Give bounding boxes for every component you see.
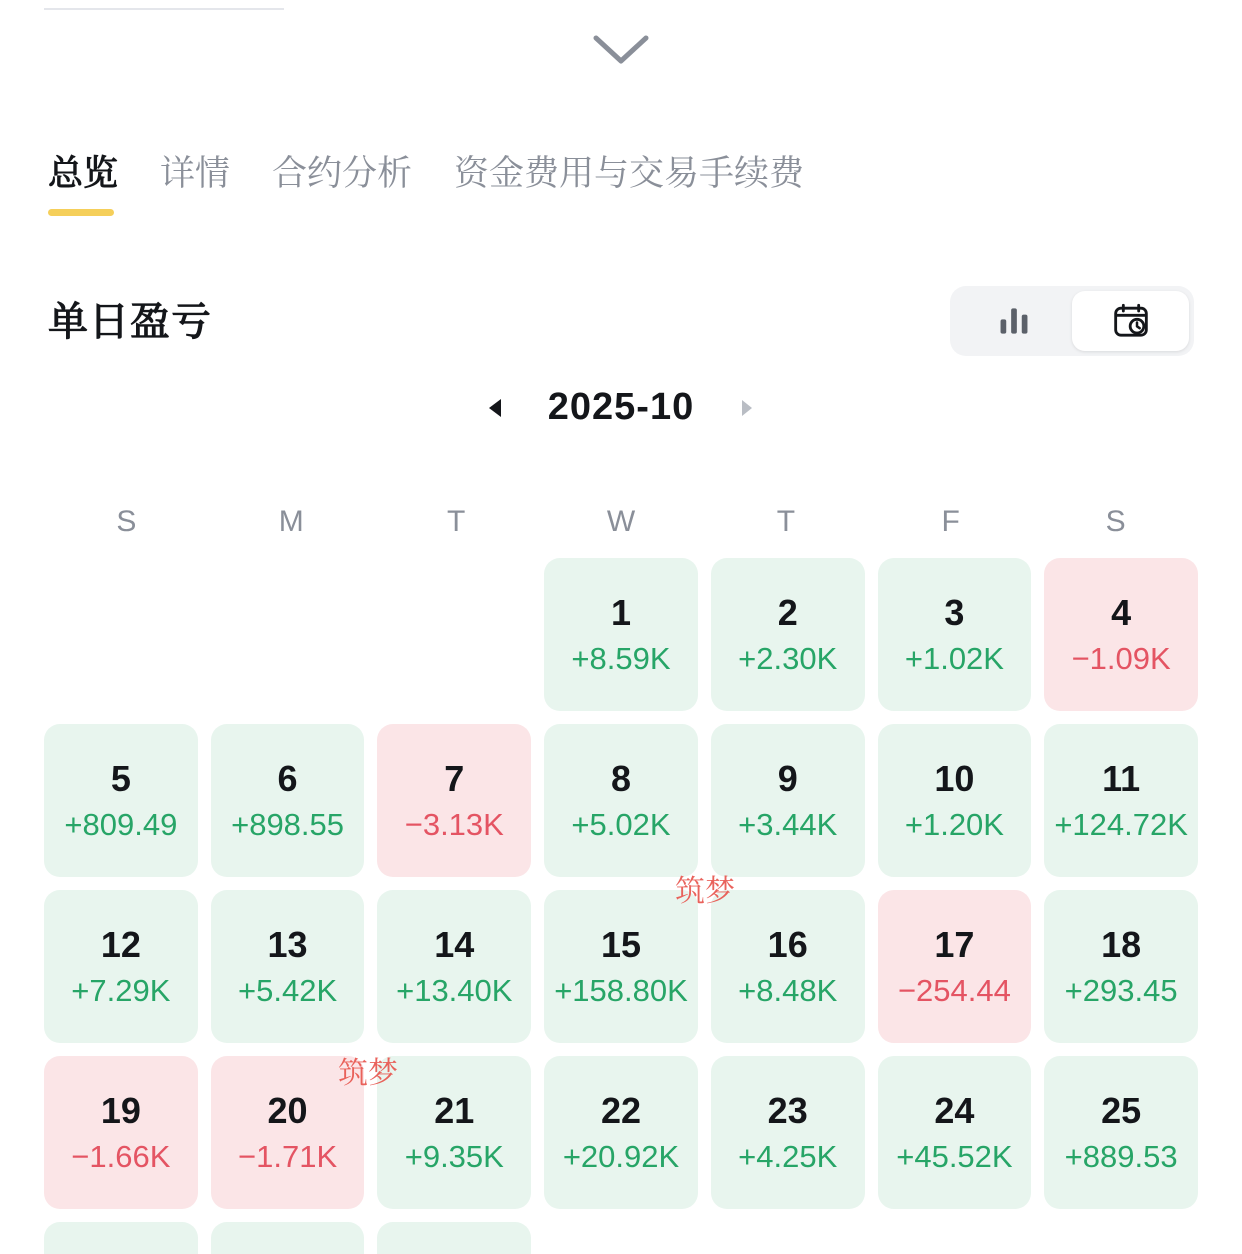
calendar-day-cell <box>211 558 365 711</box>
day-pnl: +889.53 <box>1064 1139 1178 1174</box>
day-pnl: −254.44 <box>897 973 1011 1008</box>
day-number: 2 <box>777 592 798 633</box>
tab-details[interactable] <box>160 152 252 196</box>
day-number: 24 <box>934 1090 975 1131</box>
calendar-day-cell[interactable] <box>1044 724 1198 877</box>
bar-chart-icon <box>995 302 1033 340</box>
day-number: 17 <box>934 924 975 965</box>
calendar-day-cell[interactable] <box>711 724 865 877</box>
calendar-day-cell[interactable] <box>1044 1056 1198 1209</box>
day-number: 20 <box>267 1090 308 1131</box>
weekday-mon: M <box>278 505 304 538</box>
day-number: 11 <box>1102 758 1141 799</box>
top-divider <box>44 8 284 10</box>
day-pnl: +4.25K <box>738 1139 838 1174</box>
day-number: 21 <box>434 1090 475 1131</box>
tab-active-underline <box>48 209 114 216</box>
calendar-day-cell[interactable] <box>544 1056 698 1209</box>
calendar-day-cell[interactable] <box>211 1222 365 1254</box>
section-header <box>48 286 1194 358</box>
day-number: 3 <box>944 592 965 633</box>
day-number: 5 <box>110 758 131 799</box>
calendar-week-row <box>44 890 1198 1043</box>
calendar-day-cell[interactable] <box>544 558 698 711</box>
day-pnl: +809.49 <box>64 807 178 842</box>
collapse-chevron-button[interactable] <box>0 22 1242 78</box>
calendar-day-cell[interactable] <box>377 890 531 1043</box>
calendar-day-cell[interactable] <box>711 1056 865 1209</box>
weekday-fri: F <box>941 505 960 538</box>
watermark-text: 筑梦 <box>338 1057 398 1090</box>
day-pnl: −1.09K <box>1071 641 1171 676</box>
calendar-day-cell <box>711 1222 865 1254</box>
tab-bar[interactable] <box>48 152 826 196</box>
day-pnl: +7.29K <box>71 973 171 1008</box>
calendar-day-cell[interactable] <box>878 558 1032 711</box>
calendar-week-row <box>44 1056 1198 1209</box>
weekday-sat: S <box>1105 505 1126 538</box>
calendar-week-row <box>44 1222 1198 1254</box>
day-number: 6 <box>277 758 298 799</box>
calendar-day-cell[interactable] <box>377 724 531 877</box>
day-number: 9 <box>777 758 798 799</box>
view-mode-chart-button[interactable] <box>955 291 1072 351</box>
calendar-week-row <box>44 724 1198 877</box>
day-number: 1 <box>610 592 631 633</box>
calendar-clock-icon <box>1111 301 1151 341</box>
day-number: 15 <box>600 924 642 965</box>
day-pnl: −1.66K <box>71 1139 171 1174</box>
day-pnl: +20.92K <box>562 1139 680 1174</box>
day-number: 13 <box>267 924 308 965</box>
view-mode-toggle[interactable] <box>950 286 1194 356</box>
next-month-button[interactable] <box>734 393 760 423</box>
current-month-label: 2025-10 <box>547 386 695 428</box>
day-number: 7 <box>444 758 465 799</box>
watermark-text: 筑梦 <box>675 875 735 908</box>
triangle-left-icon <box>485 396 505 420</box>
calendar-day-cell[interactable] <box>377 1222 531 1254</box>
calendar-day-cell[interactable] <box>44 1222 198 1254</box>
calendar-day-cell[interactable] <box>211 1056 365 1209</box>
day-pnl: +1.02K <box>904 641 1004 676</box>
page-title: 单日盈亏 <box>48 300 212 344</box>
calendar-day-cell <box>377 558 531 711</box>
day-number: 23 <box>767 1090 808 1131</box>
tab-overview[interactable] <box>48 152 140 196</box>
calendar-day-cell[interactable] <box>44 724 198 877</box>
calendar-day-cell[interactable] <box>44 890 198 1043</box>
calendar-day-cell <box>1044 1222 1198 1254</box>
calendar-day-cell[interactable] <box>377 1056 531 1209</box>
calendar-day-cell[interactable] <box>44 1056 198 1209</box>
tab-details-label: 详情 <box>160 154 231 193</box>
day-number: 12 <box>100 924 141 965</box>
day-number: 19 <box>100 1090 141 1131</box>
tab-overview-label: 总览 <box>48 154 119 193</box>
calendar-grid <box>44 500 1198 1254</box>
day-number: 16 <box>767 924 808 965</box>
day-number: 22 <box>600 1090 642 1131</box>
day-pnl: +45.52K <box>896 1139 1013 1174</box>
day-pnl: −1.71K <box>238 1139 338 1174</box>
calendar-day-cell <box>544 1222 698 1254</box>
day-pnl: +13.40K <box>396 973 513 1008</box>
day-pnl: +8.59K <box>571 641 671 676</box>
calendar-day-cell[interactable] <box>544 724 698 877</box>
day-number: 14 <box>434 924 475 965</box>
day-pnl: +293.45 <box>1064 973 1178 1008</box>
tab-contract-analysis-label: 合约分析 <box>272 154 413 193</box>
view-mode-calendar-button[interactable] <box>1072 291 1189 351</box>
day-pnl: −3.13K <box>404 807 504 842</box>
tab-funding-and-fees-label: 资金费用与交易手续费 <box>454 154 805 193</box>
day-number: 4 <box>1111 592 1132 633</box>
day-pnl: +5.42K <box>238 973 338 1008</box>
calendar-day-cell[interactable] <box>1044 890 1198 1043</box>
calendar-day-cell[interactable] <box>211 724 365 877</box>
weekday-wed: W <box>606 505 636 538</box>
prev-month-button[interactable] <box>482 393 508 423</box>
day-number: 10 <box>934 758 975 799</box>
calendar-day-cell[interactable] <box>878 890 1032 1043</box>
weekday-header <box>44 500 1198 544</box>
calendar-day-cell[interactable] <box>544 890 698 1043</box>
calendar-day-cell[interactable] <box>878 724 1032 877</box>
day-pnl: +8.48K <box>738 973 838 1008</box>
calendar-day-cell[interactable] <box>211 890 365 1043</box>
calendar-day-cell[interactable] <box>711 890 865 1043</box>
day-number: 8 <box>610 758 631 799</box>
day-pnl: +2.30K <box>738 641 838 676</box>
weekday-tue: T <box>446 505 466 538</box>
day-pnl: +1.20K <box>904 807 1004 842</box>
triangle-right-icon <box>737 396 757 420</box>
calendar-weeks <box>44 558 1198 1254</box>
tab-funding-and-fees[interactable] <box>454 152 826 196</box>
day-pnl: +158.80K <box>554 973 688 1008</box>
top-strip <box>0 0 1242 10</box>
calendar-day-cell[interactable] <box>1044 558 1198 711</box>
calendar-day-cell <box>44 558 198 711</box>
day-number: 25 <box>1101 1090 1142 1131</box>
weekday-thu: T <box>776 505 796 538</box>
calendar-day-cell <box>878 1222 1032 1254</box>
weekday-sun: S <box>116 505 137 538</box>
day-number: 18 <box>1101 924 1142 965</box>
day-pnl: +9.35K <box>404 1139 504 1174</box>
calendar-day-cell[interactable] <box>711 558 865 711</box>
month-navigator[interactable] <box>0 386 1242 429</box>
chevron-down-icon <box>592 33 650 67</box>
day-pnl: +898.55 <box>231 807 345 842</box>
tab-contract-analysis[interactable] <box>272 152 434 196</box>
day-pnl: +3.44K <box>738 807 838 842</box>
day-pnl: +124.72K <box>1054 807 1188 842</box>
calendar-week-row <box>44 558 1198 711</box>
day-pnl: +5.02K <box>571 807 671 842</box>
calendar-day-cell[interactable] <box>878 1056 1032 1209</box>
